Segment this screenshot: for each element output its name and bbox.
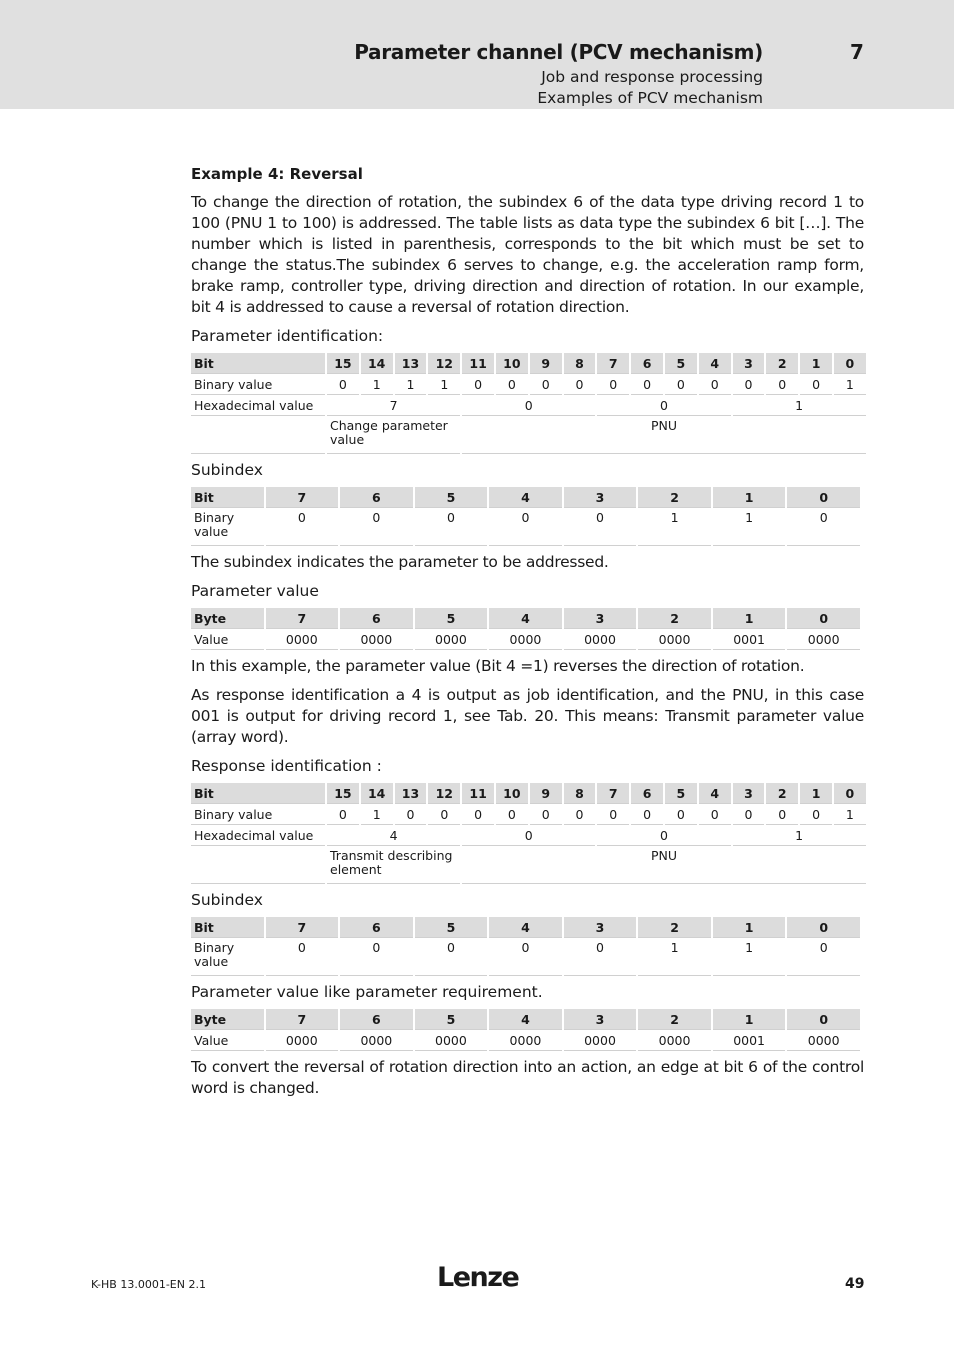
response-paragraph: As response identification a 4 is output as job identification, and the PNU, in this case 001 is output for driving record 1, see Tab. 20. This means: Transmit parameter value (array word).: [191, 686, 864, 746]
subindex-note: The subindex indicates the parameter to be addressed.: [191, 553, 609, 571]
bit-header: 9: [530, 353, 562, 374]
column-header-num: 1: [713, 608, 786, 629]
bit-header: 4: [699, 783, 731, 804]
binary-cell: 0: [597, 804, 629, 825]
value-cell: 0: [266, 508, 339, 546]
hex-cell: 0: [462, 395, 595, 416]
param-value-table: [189, 608, 862, 650]
page-number: 49: [845, 1276, 865, 1292]
column-header-num: 4: [489, 917, 562, 938]
empty-cell: [191, 416, 325, 454]
column-header: Byte: [191, 608, 264, 629]
hex-row: [191, 825, 866, 846]
column-header-num: 7: [266, 1009, 339, 1030]
column-header-num: 3: [564, 917, 637, 938]
binary-row: [191, 804, 866, 825]
column-header-num: 0: [787, 487, 860, 508]
binary-cell: 1: [395, 374, 427, 395]
row-label: Value: [191, 629, 264, 650]
binary-cell: 0: [327, 374, 359, 395]
bit-header: 12: [428, 783, 460, 804]
value-cell: 0000: [638, 629, 711, 650]
binary-cell: 0: [631, 374, 663, 395]
binary-cell: 0: [733, 804, 765, 825]
section-title: Example 4: Reversal: [191, 165, 363, 183]
binary-cell: 0: [766, 804, 798, 825]
bit-header: 14: [361, 353, 393, 374]
column-header-num: 7: [266, 917, 339, 938]
value-cell: 0000: [489, 629, 562, 650]
binary-row: [191, 374, 866, 395]
bit-header: 7: [597, 783, 629, 804]
row-label: Binary value: [191, 374, 325, 395]
column-header-num: 3: [564, 487, 637, 508]
subindex-table: [189, 487, 862, 546]
value-row: [191, 629, 860, 650]
value-cell: 1: [713, 938, 786, 976]
value-cell: 0000: [415, 629, 488, 650]
value-cell: 0000: [415, 1030, 488, 1051]
value-cell: 0: [489, 508, 562, 546]
binary-cell: 0: [462, 374, 494, 395]
value-cell: 1: [638, 938, 711, 976]
bit-header: 15: [327, 783, 359, 804]
bit-header: 2: [766, 783, 798, 804]
row-label: Value: [191, 1030, 264, 1051]
bit-header: 10: [496, 353, 528, 374]
column-header-num: 4: [489, 608, 562, 629]
bit-header: 15: [327, 353, 359, 374]
value-cell: 1: [638, 508, 711, 546]
param-id-label: Parameter identification:: [191, 327, 384, 345]
value-cell: 0: [787, 508, 860, 546]
binary-cell: 0: [665, 804, 697, 825]
value-cell: 0000: [266, 1030, 339, 1051]
page-subtitle-1: Job and response processing: [541, 68, 763, 86]
row-label: Hexadecimal value: [191, 395, 325, 416]
binary-cell: 0: [597, 374, 629, 395]
bit-header: 8: [564, 783, 596, 804]
bit-header: 10: [496, 783, 528, 804]
bit-header: 5: [665, 353, 697, 374]
header-row: [191, 353, 866, 374]
hex-cell: 1: [733, 825, 866, 846]
response-id-label: Response identification :: [191, 757, 382, 775]
binary-cell: 0: [800, 804, 832, 825]
param-value-like-label: Parameter value like parameter requirement.: [191, 983, 543, 1001]
bit-header: 4: [699, 353, 731, 374]
bit-header: 6: [631, 783, 663, 804]
value-cell: 0: [415, 938, 488, 976]
main-content: [191, 164, 864, 1107]
bit-header: 0: [834, 353, 866, 374]
header-row: [191, 917, 860, 938]
binary-cell: 0: [564, 374, 596, 395]
chapter-number: 7: [850, 40, 864, 64]
value-row: [191, 508, 860, 546]
bit-header: 14: [361, 783, 393, 804]
bit-header: 11: [462, 353, 494, 374]
binary-cell: 0: [395, 804, 427, 825]
pnu-cell: PNU: [462, 846, 866, 884]
header-row: [191, 1009, 860, 1030]
binary-cell: 0: [733, 374, 765, 395]
column-header-num: 0: [787, 917, 860, 938]
row-label: Binary value: [191, 938, 264, 976]
column-header-num: 5: [415, 608, 488, 629]
column-header-num: 3: [564, 1009, 637, 1030]
lenze-logo: Lenze: [437, 1262, 519, 1293]
meaning-row: [191, 846, 866, 884]
meaning-row: [191, 416, 866, 454]
column-header-num: 6: [340, 917, 413, 938]
response-id-table: [189, 783, 868, 884]
binary-cell: 0: [631, 804, 663, 825]
bit-header: 0: [834, 783, 866, 804]
column-header-num: 7: [266, 487, 339, 508]
binary-cell: 0: [699, 804, 731, 825]
binary-cell: 0: [800, 374, 832, 395]
hex-cell: 0: [597, 825, 730, 846]
binary-cell: 0: [530, 374, 562, 395]
column-header-num: 2: [638, 1009, 711, 1030]
binary-cell: 0: [699, 374, 731, 395]
pnu-cell: PNU: [462, 416, 866, 454]
value-cell: 0: [415, 508, 488, 546]
column-header: Bit: [191, 917, 264, 938]
header-row: [191, 487, 860, 508]
bit-header: 3: [733, 353, 765, 374]
hex-cell: 0: [597, 395, 730, 416]
value-cell: 0001: [713, 629, 786, 650]
value-cell: 0: [787, 938, 860, 976]
column-header-num: 6: [340, 608, 413, 629]
value-cell: 1: [713, 508, 786, 546]
row-label: Binary value: [191, 508, 264, 546]
column-header-num: 0: [787, 608, 860, 629]
value-cell: 0000: [564, 1030, 637, 1051]
binary-cell: 0: [665, 374, 697, 395]
bit-header: 9: [530, 783, 562, 804]
value-cell: 0000: [266, 629, 339, 650]
value-cell: 0000: [564, 629, 637, 650]
bit-header: 8: [564, 353, 596, 374]
binary-cell: 0: [462, 804, 494, 825]
param-value-table-2: [189, 1009, 862, 1051]
meaning-cell: Change parameter value: [327, 416, 460, 454]
row-label: Binary value: [191, 804, 325, 825]
value-row: [191, 1030, 860, 1051]
bit-header: 5: [665, 783, 697, 804]
column-header-num: 4: [489, 487, 562, 508]
binary-cell: 0: [530, 804, 562, 825]
column-header-num: 2: [638, 608, 711, 629]
hex-cell: 0: [462, 825, 595, 846]
value-cell: 0000: [340, 1030, 413, 1051]
value-row: [191, 938, 860, 976]
intro-paragraph: To change the direction of rotation, the subindex 6 of the data type driving record 1 to 100 (PNU 1 to 100) is addressed. The table lists as data type the subindex 6 bit […]. The number which is listed in parenthesis, corresponds to the bit which must be set to change the status.The subindex 6 serves to change, e.g. the acceleration ramp form, brake ramp, controller type, driving direction and direction of rotation. In our example, bit 4 is addressed to cause a reversal of rotation direction.: [191, 193, 864, 316]
bit-header: 13: [395, 353, 427, 374]
binary-cell: 0: [496, 374, 528, 395]
footer-doc-id: K-HB 13.0001-EN 2.1: [91, 1278, 206, 1291]
column-header-num: 7: [266, 608, 339, 629]
value-cell: 0: [340, 508, 413, 546]
column-header-num: 1: [713, 487, 786, 508]
param-id-table: [189, 353, 868, 454]
column-header-num: 3: [564, 608, 637, 629]
binary-cell: 0: [564, 804, 596, 825]
param-value-label: Parameter value: [191, 582, 319, 600]
column-header-num: 5: [415, 917, 488, 938]
subindex-table-2: [189, 917, 862, 976]
column-header: Byte: [191, 1009, 264, 1030]
column-header-num: 6: [340, 487, 413, 508]
page-subtitle-2: Examples of PCV mechanism: [537, 89, 763, 107]
column-header-bit: Bit: [191, 783, 325, 804]
example-paragraph: In this example, the parameter value (Bit 4 =1) reverses the direction of rotation.: [191, 657, 805, 675]
bit-header: 3: [733, 783, 765, 804]
closing-paragraph: To convert the reversal of rotation direction into an action, an edge at bit 6 of the control word is changed.: [191, 1058, 864, 1097]
hex-cell: 1: [733, 395, 866, 416]
bit-header: 2: [766, 353, 798, 374]
binary-cell: 1: [428, 374, 460, 395]
column-header-num: 5: [415, 487, 488, 508]
column-header-num: 2: [638, 917, 711, 938]
hex-cell: 7: [327, 395, 460, 416]
value-cell: 0000: [489, 1030, 562, 1051]
bit-header: 11: [462, 783, 494, 804]
column-header-num: 0: [787, 1009, 860, 1030]
bit-header: 13: [395, 783, 427, 804]
bit-header: 12: [428, 353, 460, 374]
bit-header: 1: [800, 353, 832, 374]
binary-cell: 1: [834, 374, 866, 395]
value-cell: 0000: [340, 629, 413, 650]
meaning-cell: Transmit describing element: [327, 846, 460, 884]
empty-cell: [191, 846, 325, 884]
binary-cell: 1: [361, 804, 393, 825]
column-header-num: 5: [415, 1009, 488, 1030]
bit-header: 7: [597, 353, 629, 374]
value-cell: 0000: [787, 629, 860, 650]
column-header-num: 1: [713, 1009, 786, 1030]
value-cell: 0: [564, 508, 637, 546]
value-cell: 0: [266, 938, 339, 976]
binary-cell: 1: [834, 804, 866, 825]
column-header-num: 1: [713, 917, 786, 938]
binary-cell: 0: [428, 804, 460, 825]
subindex-label-2: Subindex: [191, 891, 263, 909]
page-title: Parameter channel (PCV mechanism): [354, 40, 763, 64]
subindex-label: Subindex: [191, 461, 263, 479]
column-header-num: 2: [638, 487, 711, 508]
hex-cell: 4: [327, 825, 460, 846]
binary-cell: 0: [327, 804, 359, 825]
column-header-num: 4: [489, 1009, 562, 1030]
column-header: Bit: [191, 487, 264, 508]
value-cell: 0: [340, 938, 413, 976]
hex-row: [191, 395, 866, 416]
column-header-num: 6: [340, 1009, 413, 1030]
binary-cell: 0: [496, 804, 528, 825]
header-row: [191, 608, 860, 629]
binary-cell: 1: [361, 374, 393, 395]
row-label: Hexadecimal value: [191, 825, 325, 846]
bit-header: 1: [800, 783, 832, 804]
value-cell: 0: [489, 938, 562, 976]
header-row: [191, 783, 866, 804]
column-header-bit: Bit: [191, 353, 325, 374]
value-cell: 0001: [713, 1030, 786, 1051]
bit-header: 6: [631, 353, 663, 374]
binary-cell: 0: [766, 374, 798, 395]
value-cell: 0000: [787, 1030, 860, 1051]
value-cell: 0000: [638, 1030, 711, 1051]
value-cell: 0: [564, 938, 637, 976]
